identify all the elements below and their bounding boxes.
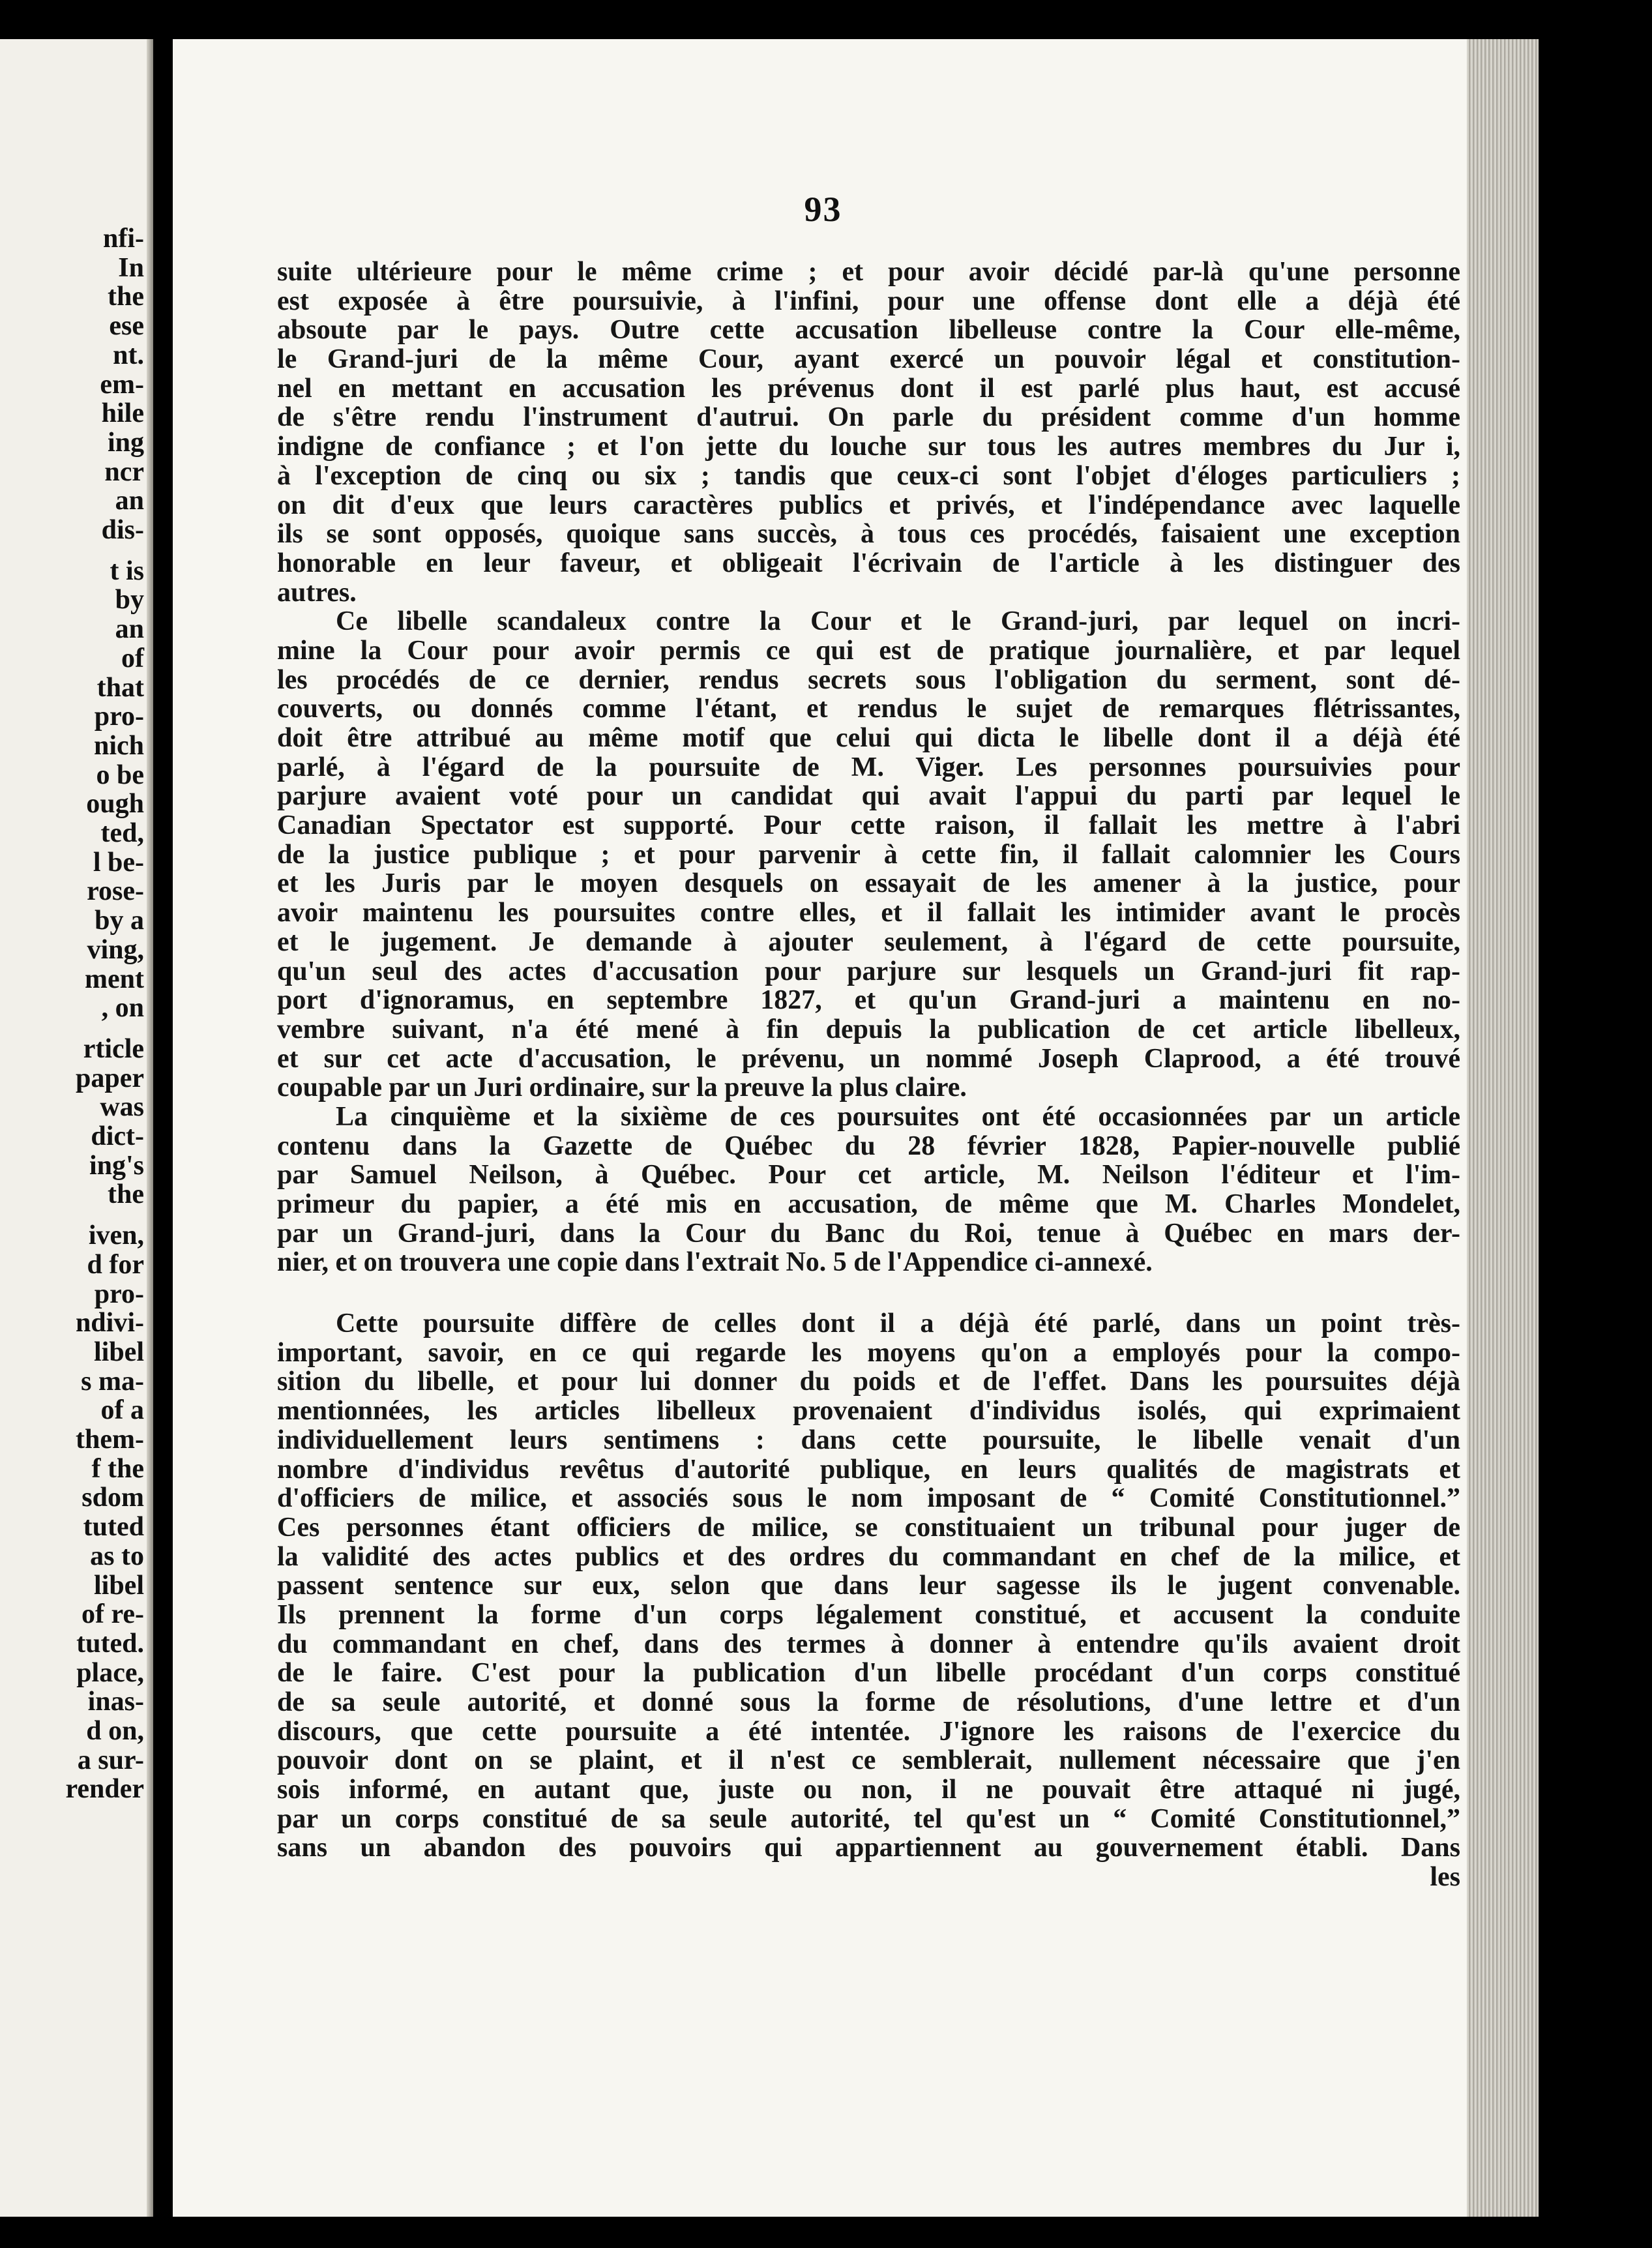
text-line: pouvoir dont on se plaint, et il n'est ce semblerait, nullement nécessaire que j'en [277, 1746, 1460, 1776]
text-line: par un Grand-juri, dans la Cour du Banc du Roi, tenue à Québec en mars der- [277, 1219, 1460, 1249]
text-line: parlé, à l'égard de la poursuite de M. Viger. Les personnes poursuivies pour [277, 752, 1460, 782]
text-line: sition du libelle, et pour lui donner du poids et de l'effet. Dans les poursuites déjà [277, 1367, 1460, 1397]
text-line: on dit d'eux que leurs caractères publics et privés, et l'indépendance avec laquelle [277, 490, 1460, 520]
text-line: indigne de confiance ; et l'on jette du louche sur tous les autres membres du Jur i, [277, 432, 1460, 462]
text-line: Canadian Spectator est supporté. Pour cette raison, il fallait les mettre à l'abri [277, 811, 1460, 840]
text-line: et sur cet acte d'accusation, le prévenu, un nommé Joseph Claprood, a été trouvé [277, 1044, 1460, 1074]
left-page-text-fragment: tuted. [76, 1628, 144, 1659]
left-page-text-fragment: ough [86, 789, 144, 820]
left-page-text-fragment: render [65, 1774, 144, 1805]
left-page-text-fragment: o be [96, 760, 144, 790]
text-line: vembre suivant, n'a été mené à fin depuis la publication de cet article libelleux, [277, 1014, 1460, 1044]
left-page-text-fragment: ncr [104, 456, 144, 487]
text-line: couverts, ou donnés comme l'étant, et rendus le sujet de remarques flétrissantes, [277, 694, 1460, 724]
text-line: sois informé, en autant que, juste ou non, il ne pouvait être attaqué ni jugé, [277, 1775, 1460, 1805]
left-page-text-fragment: rose- [87, 876, 144, 907]
left-page-text-fragment: iven, [88, 1220, 144, 1251]
text-line: discours, que cette poursuite a été intentée. J'ignore les raisons de l'exercice du [277, 1717, 1460, 1747]
left-page-text-fragment: hile [101, 398, 144, 429]
left-page-text-fragment: libel [93, 1570, 144, 1601]
left-page-text-fragment: of re- [81, 1599, 144, 1630]
paragraph-start: La cinquième et la sixième de ces poursuites ont été occasionnées par un article [336, 1102, 1460, 1132]
text-line: de le faire. C'est pour la publication d'un libelle procédant d'un corps constitué [277, 1659, 1460, 1688]
left-page-text-fragment: rticle [83, 1033, 144, 1064]
left-page-text-fragment: paper [76, 1063, 144, 1093]
left-page-text-fragment: s ma- [81, 1366, 144, 1397]
left-page-text-fragment: nt. [113, 340, 144, 370]
text-line: suite ultérieure pour le même crime ; et pour avoir décidé par-là qu'une personne [277, 258, 1460, 287]
text-line: du commandant en chef, dans des termes à donner à entendre qu'ils avaient droit [277, 1629, 1460, 1659]
text-line: nier, et on trouvera une copie dans l'extrait No. 5 de l'Appendice ci-annexé. [277, 1248, 1153, 1278]
text-line: port d'ignoramus, en septembre 1827, et qu'un Grand-juri a maintenu en no- [277, 986, 1460, 1015]
left-page-text-fragment: pro- [94, 1279, 144, 1309]
text-line: le Grand-juri de la même Cour, ayant exercé un pouvoir légal et constitution- [277, 345, 1460, 374]
text-line: de la justice publique ; et pour parvenir à cette fin, il fallait calomnier les Cours [277, 840, 1460, 870]
text-line: les procédés de ce dernier, rendus secrets sous l'obligation du serment, sont dé- [277, 665, 1460, 695]
text-line: parjure avaient voté pour un candidat qui avait l'appui du parti par lequel le [277, 782, 1460, 812]
left-page-text-fragment: ese [109, 311, 144, 342]
left-page-text-fragment: an [115, 486, 144, 516]
text-line: de s'être rendu l'instrument d'autrui. On parle du président comme d'un homme [277, 403, 1460, 433]
text-line: nel en mettant en accusation les prévenus dont il est parlé plus haut, est accusé [277, 374, 1460, 404]
text-line: coupable par un Juri ordinaire, sur la preuve la plus claire. [277, 1073, 967, 1102]
left-page-text-fragment: pro- [94, 702, 144, 732]
left-page-text-fragment: the [108, 1179, 144, 1210]
left-page-text-fragment: nich [93, 730, 144, 761]
left-page-text-fragment: l be- [93, 847, 144, 878]
left-page-text-fragment: of a [100, 1395, 144, 1426]
page-gap [153, 0, 173, 2248]
text-line: mentionnées, les articles libelleux provenaient d'individus isolés, qui exprimaient [277, 1397, 1460, 1426]
previous-page-fragment [0, 39, 153, 2217]
text-line: autres. [277, 578, 357, 608]
text-line: sans un abandon des pouvoirs qui appartiennent au gouvernement établi. Dans [277, 1833, 1460, 1863]
text-line: primeur du papier, a été mis en accusation, de même que M. Charles Mondelet, [277, 1190, 1460, 1219]
left-page-text-fragment: d for [87, 1249, 144, 1280]
text-line: et le jugement. Je demande à ajouter seulement, à l'égard de cette poursuite, [277, 927, 1460, 957]
page-gutter [147, 39, 153, 2217]
body-text [277, 258, 1460, 1892]
left-page-text-fragment: ing's [89, 1150, 144, 1181]
text-line: de sa seule autorité, et donné sous la forme de résolutions, d'une lettre et d'un [277, 1688, 1460, 1717]
left-page-text-fragment: tuted [83, 1512, 144, 1543]
left-page-text-fragment: , on [101, 993, 144, 1024]
page-number: 93 [804, 190, 842, 229]
text-line: Ils prennent la forme d'un corps légalement constitué, et accusent la conduite [277, 1600, 1460, 1630]
left-page-text-fragment: f the [91, 1453, 144, 1484]
text-line: mine la Cour pour avoir permis ce qui est de pratique journalière, et par lequel [277, 636, 1460, 666]
text-line: individuellement leurs sentimens : dans cette poursuite, le libelle venait d'un [277, 1425, 1460, 1455]
text-line: honorable en leur faveur, et obligeait l'écrivain de l'article à les distinguer des [277, 548, 1460, 578]
left-page-text-fragment: dict- [91, 1121, 144, 1151]
left-page-text-fragment: em- [100, 369, 144, 400]
page-edges [1467, 39, 1539, 2217]
left-page-text-fragment: them- [76, 1425, 144, 1455]
left-page-text-fragment: by a [95, 906, 144, 936]
left-page-text-fragment: ted, [100, 818, 144, 848]
text-line: avoir maintenu les poursuites contre elles, et il fallait les intimider avant le procès [277, 898, 1460, 928]
text-line: nombre d'individus revêtus d'autorité publique, en leurs qualités de magistrats et [277, 1455, 1460, 1485]
text-line: d'officiers de milice, et associés sous le nom imposant de “ Comité Constitutionnel.” [277, 1484, 1460, 1513]
left-page-text-fragment: of [121, 643, 144, 673]
left-page-text-fragment: was [100, 1092, 144, 1123]
left-page-text-fragment: inas- [87, 1687, 144, 1717]
catchword: les [1430, 1863, 1460, 1892]
page [173, 39, 1473, 2217]
paragraph-start: Cette poursuite diffère de celles dont il a déjà été parlé, dans un point très- [336, 1309, 1460, 1338]
left-page-text-fragment: libel [93, 1337, 144, 1367]
left-page-text-fragment: dis- [101, 515, 144, 545]
left-page-text-fragment: t is [110, 555, 144, 586]
text-line: ils se sont opposés, quoique sans succès, à tous ces procédés, faisaient une exception [277, 520, 1460, 549]
left-page-text-fragment: as to [90, 1541, 144, 1571]
left-page-text-fragment: ndivi- [75, 1308, 144, 1338]
text-line: qu'un seul des actes d'accusation pour parjure sur lesquels un Grand-juri fit rap- [277, 956, 1460, 986]
text-line: à l'exception de cinq ou six ; tandis que ceux-ci sont l'objet d'éloges particuliers ; [277, 461, 1460, 491]
left-page-text-fragment: In [118, 252, 144, 283]
text-line: Ces personnes étant officiers de milice, se constituaient un tribunal pour juger de [277, 1513, 1460, 1543]
left-page-text-fragment: ing [107, 427, 144, 458]
text-line: important, savoir, en ce qui regarde les moyens qu'on a employés pour la compo- [277, 1338, 1460, 1368]
left-page-text-fragment: ving, [87, 934, 144, 965]
left-page-text-fragment: an [115, 614, 144, 645]
paragraph-start: Ce libelle scandaleux contre la Cour et le Grand-juri, par lequel on incri- [336, 607, 1460, 636]
text-line: passent sentence sur eux, selon que dans leur sagesse ils le jugent convenable. [277, 1571, 1460, 1601]
left-page-text-fragment: that [96, 672, 144, 703]
left-page-text-fragment: d on, [86, 1716, 144, 1746]
text-line: et les Juris par le moyen desquels on essayait de les amener à la justice, pour [277, 869, 1460, 899]
text-line: est exposée à être poursuivie, à l'infini, pour une offense dont elle a déjà été [277, 286, 1460, 316]
text-line: la validité des actes publics et des ordres du commandant en chef de la milice, et [277, 1542, 1460, 1572]
left-page-text-fragment: place, [76, 1657, 144, 1688]
text-line: par un corps constitué de sa seule autorité, tel qu'est un “ Comité Constitutionnel,” [277, 1804, 1460, 1834]
text-line: par Samuel Neilson, à Québec. Pour cet article, M. Neilson l'éditeur et l'im- [277, 1161, 1460, 1190]
text-line: absoute par le pays. Outre cette accusation libelleuse contre la Cour elle-même, [277, 316, 1460, 346]
left-page-text-fragment: sdom [81, 1483, 144, 1513]
left-page-text-fragment: a sur- [77, 1745, 144, 1775]
left-page-text-fragment: nfi- [103, 224, 144, 254]
left-page-text-fragment: ment [85, 964, 144, 994]
left-page-text-fragment: by [115, 585, 144, 615]
text-line: contenu dans la Gazette de Québec du 28 février 1828, Papier-nouvelle publié [277, 1131, 1460, 1161]
text-line: doit être attribué au même motif que celui qui dicta le libelle dont il a déjà été [277, 724, 1460, 753]
left-page-text-fragment: the [108, 282, 144, 312]
